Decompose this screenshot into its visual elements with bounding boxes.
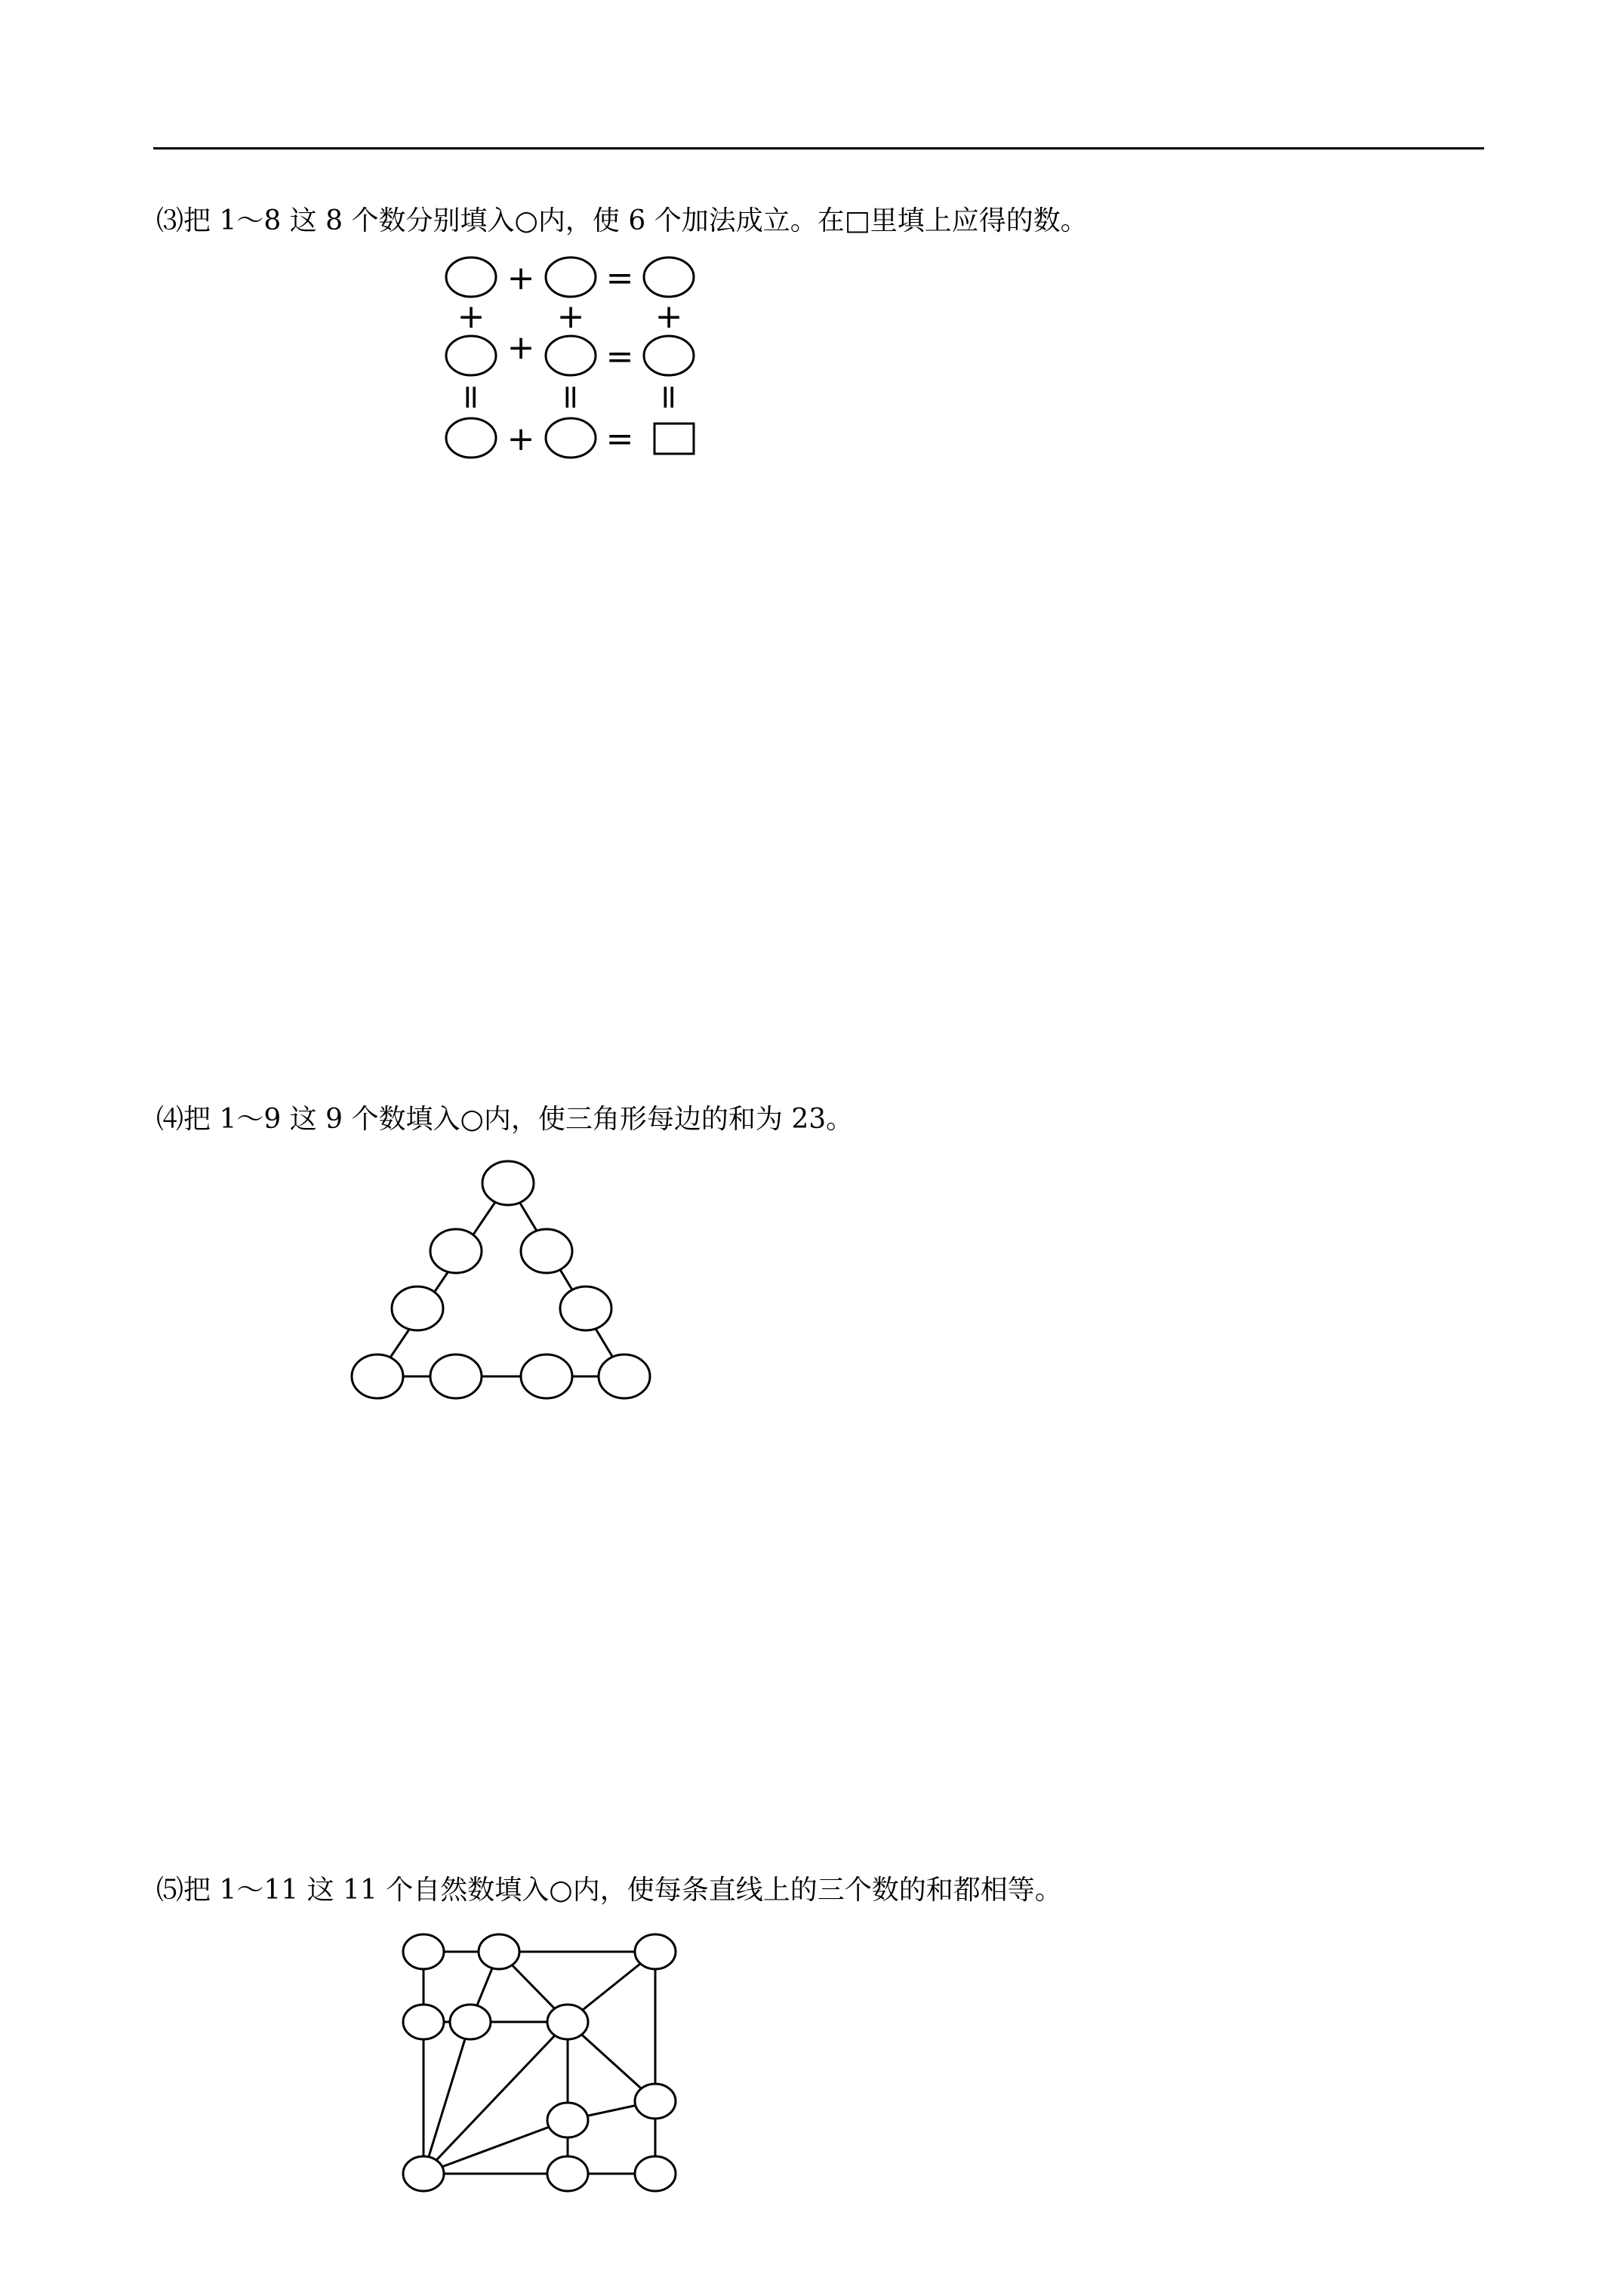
plus-sign: +: [507, 328, 535, 367]
network-circle[interactable]: [450, 2005, 491, 2039]
network-circle[interactable]: [403, 2005, 444, 2039]
plus-sign: +: [457, 297, 485, 336]
network-circle[interactable]: [547, 2103, 588, 2137]
network-circle[interactable]: [547, 2005, 588, 2039]
network-circle[interactable]: [635, 2156, 676, 2191]
network-circle[interactable]: [479, 1934, 519, 1969]
plus-sign: +: [556, 297, 585, 336]
equals-sign: =: [605, 259, 634, 297]
network-circle[interactable]: [547, 2156, 588, 2191]
equals-sign-vertical: =: [552, 383, 590, 411]
question-3-text: ⑶把 1～8 这 8 个数分别填入○内，使 6 个加法成立。在□里填上应得的数。: [156, 205, 1088, 236]
network-circle[interactable]: [635, 1934, 676, 1969]
network-circle[interactable]: [403, 1934, 444, 1969]
network-circle[interactable]: [635, 2084, 676, 2119]
plus-sign: +: [507, 259, 535, 297]
network-circle[interactable]: [403, 2156, 444, 2191]
plus-sign: +: [654, 297, 683, 336]
plus-sign: +: [507, 420, 535, 458]
equals-sign: =: [605, 337, 634, 376]
equals-sign: =: [605, 420, 634, 458]
equals-sign-vertical: =: [452, 383, 491, 411]
question-4-text: ⑷把 1～9 这 9 个数填入○内，使三角形每边的和为 23。: [156, 1104, 854, 1135]
equals-sign-vertical: =: [650, 383, 688, 411]
question-5-text: ⑸把 1～11 这 11 个自然数填入○内，使每条直线上的三个数的和都相等。: [156, 1875, 1062, 1906]
